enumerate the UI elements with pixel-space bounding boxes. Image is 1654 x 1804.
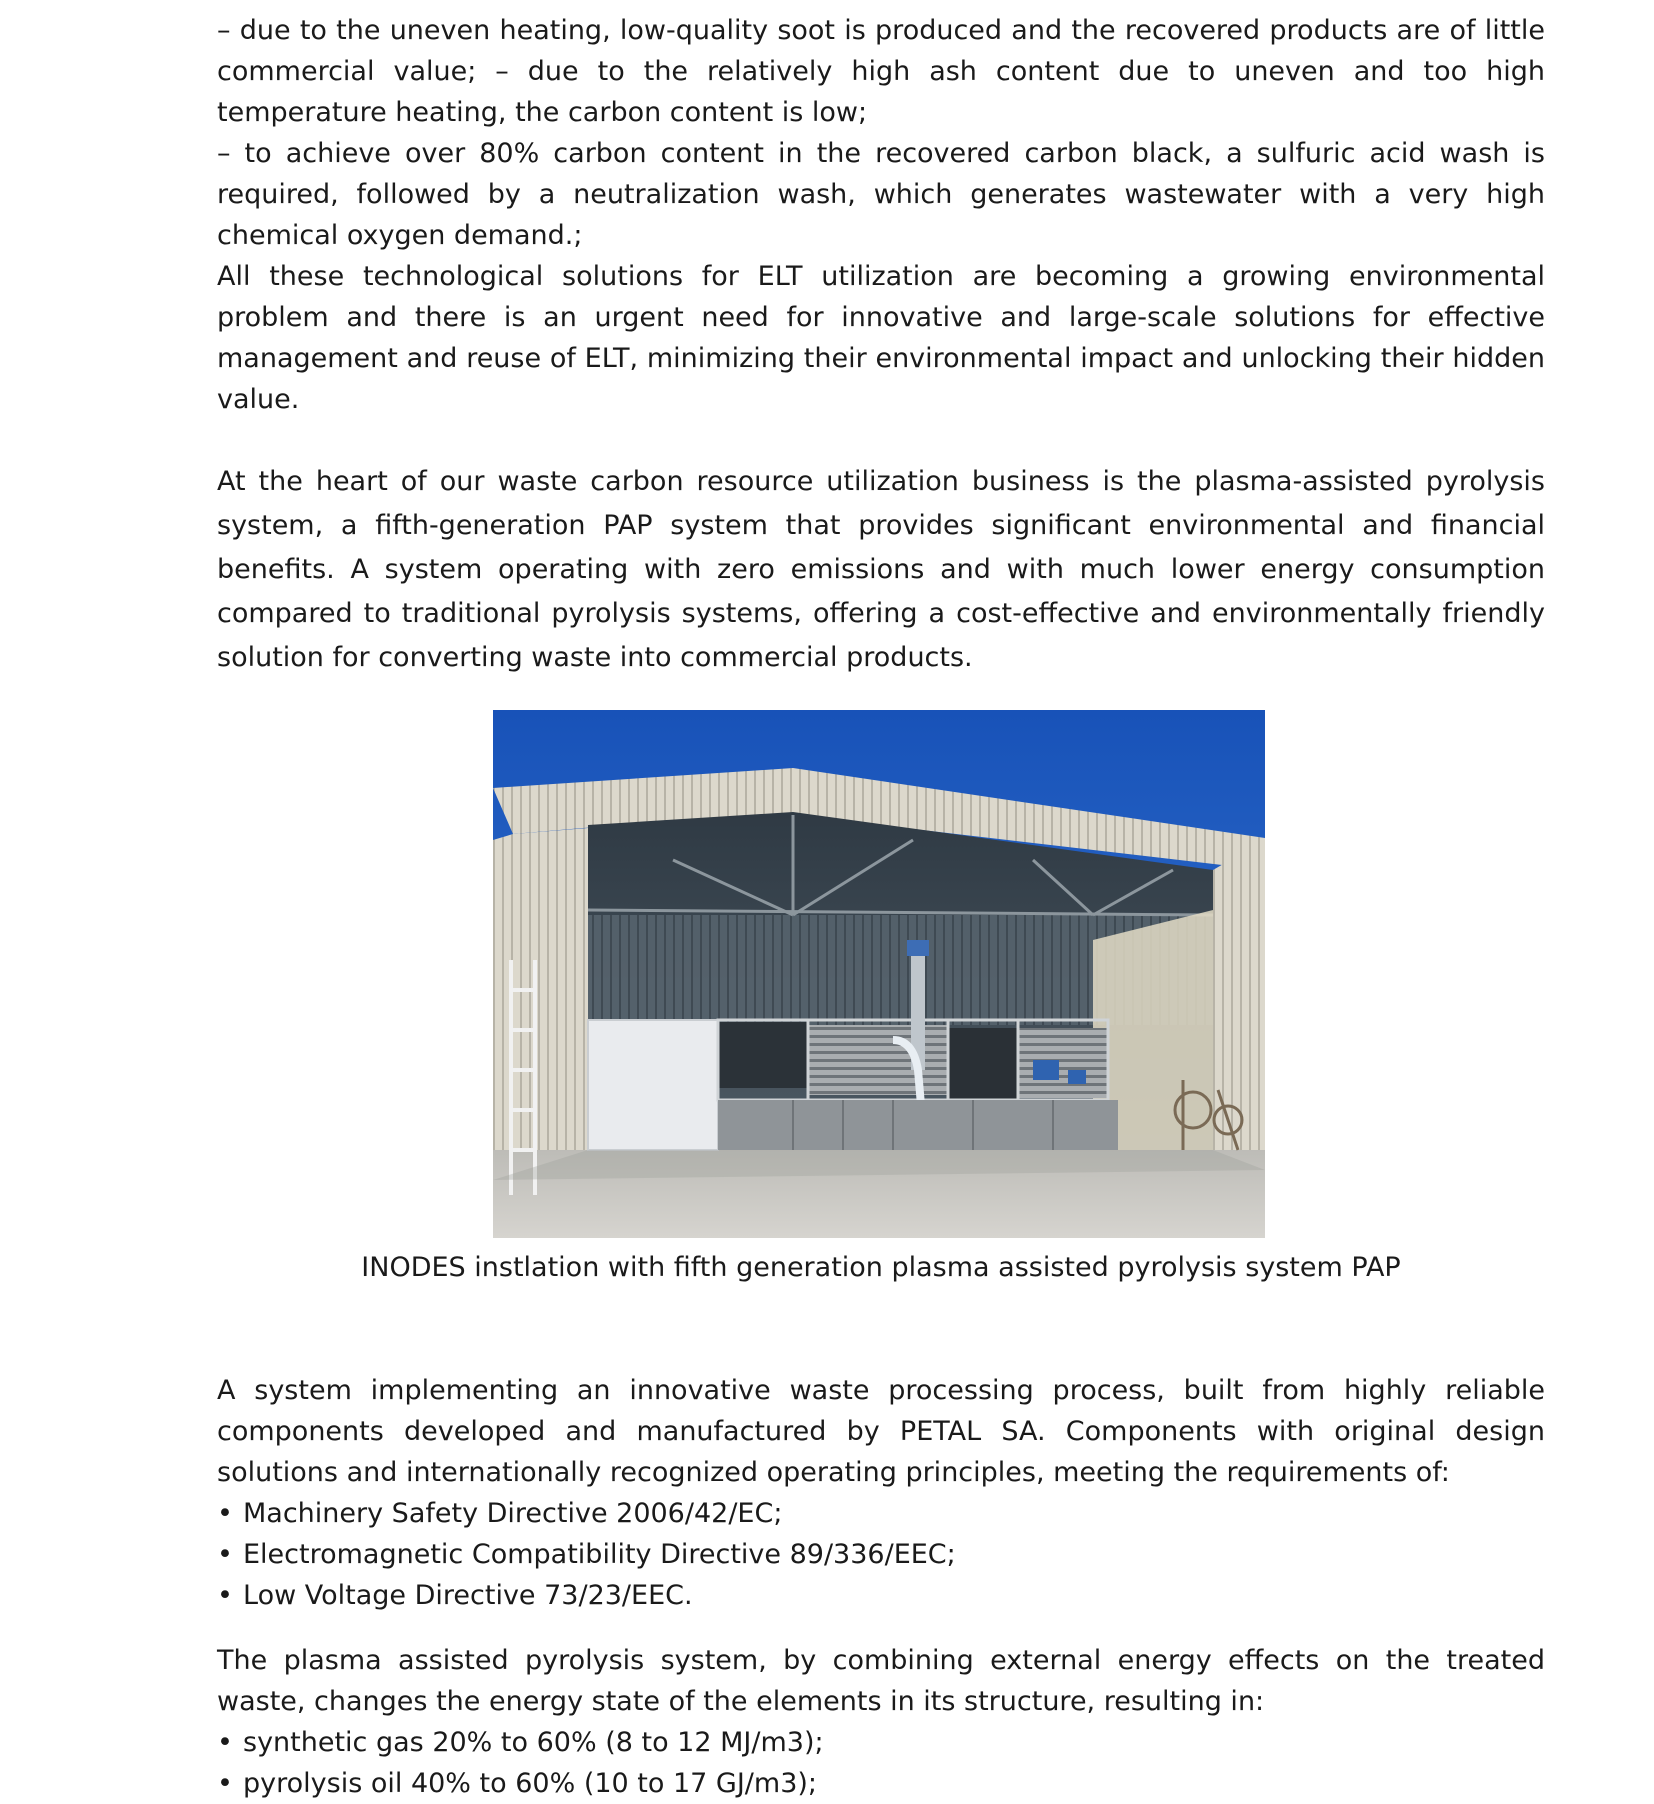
installation-photo — [493, 710, 1265, 1238]
spacer — [217, 1616, 1545, 1640]
list-item — [217, 1763, 1545, 1804]
bullet-icon: • — [217, 1498, 233, 1529]
spacer — [217, 1286, 1545, 1370]
intro-paragraph-3: All these technological solutions for ELT utilization are becoming a growing environmental problem and there is an urgent need for innovative and large-scale solutions for effective management and reuse of ELT, minimizing their environmental impact and unlocking their hidden value. — [217, 261, 1545, 415]
directives-list — [217, 1493, 1545, 1616]
bullet-icon: • — [217, 1768, 233, 1799]
list-item — [217, 1722, 1545, 1763]
spacer — [217, 420, 1545, 460]
bullet-icon: • — [217, 1580, 233, 1611]
list-item — [217, 1493, 1545, 1534]
heart-paragraph: At the heart of our waste carbon resource utilization business is the plasma-assisted pyrolysis system, a fifth-generation PAP system that provides significant environmental and financial benefits. A system operating with zero emissions and with much lower energy consumption compared to traditional pyrolysis systems, offering a cost-effective and environmentally friendly solution for converting waste into commercial products. — [217, 466, 1545, 673]
list-item — [217, 1534, 1545, 1575]
list-item-text: Electromagnetic Compatibility Directive 89/336/EEC; — [243, 1539, 956, 1570]
list-item-text: Machinery Safety Directive 2006/42/EC; — [243, 1498, 783, 1529]
list-item-text: synthetic gas 20% to 60% (8 to 12 MJ/m3); — [243, 1727, 824, 1758]
list-item — [217, 1575, 1545, 1616]
bullet-icon: • — [217, 1539, 233, 1570]
intro-paragraph-1: – due to the uneven heating, low-quality soot is produced and the recovered products are of little commercial value; – due to the relatively high ash content due to uneven and too high temperature heating, the carbon content is low; — [217, 15, 1545, 128]
list-item-text: pyrolysis oil 40% to 60% (10 to 17 GJ/m3); — [243, 1768, 818, 1799]
figure-caption: INODES instlation with fifth generation plasma assisted pyrolysis system PAP — [361, 1252, 1401, 1283]
result-paragraph: The plasma assisted pyrolysis system, by combining external energy effects on the treated waste, changes the energy state of the elements in its structure, resulting in: — [217, 1645, 1545, 1717]
list-item-text: Low Voltage Directive 73/23/EEC. — [243, 1580, 693, 1611]
system-paragraph: A system implementing an innovative waste processing process, built from highly reliable components developed and manufactured by PETAL SA. Components with original design solutions and internationally recognized operating principles, meeting the requirements of: — [217, 1375, 1545, 1488]
document-page — [217, 10, 1545, 1804]
results-list — [217, 1722, 1545, 1804]
figure — [217, 710, 1545, 1286]
bullet-icon: • — [217, 1727, 233, 1758]
intro-paragraph-2: – to achieve over 80% carbon content in the recovered carbon black, a sulfuric acid wash is required, followed by a neutralization wash, which generates wastewater with a very high chemical oxygen demand.; — [217, 138, 1545, 251]
